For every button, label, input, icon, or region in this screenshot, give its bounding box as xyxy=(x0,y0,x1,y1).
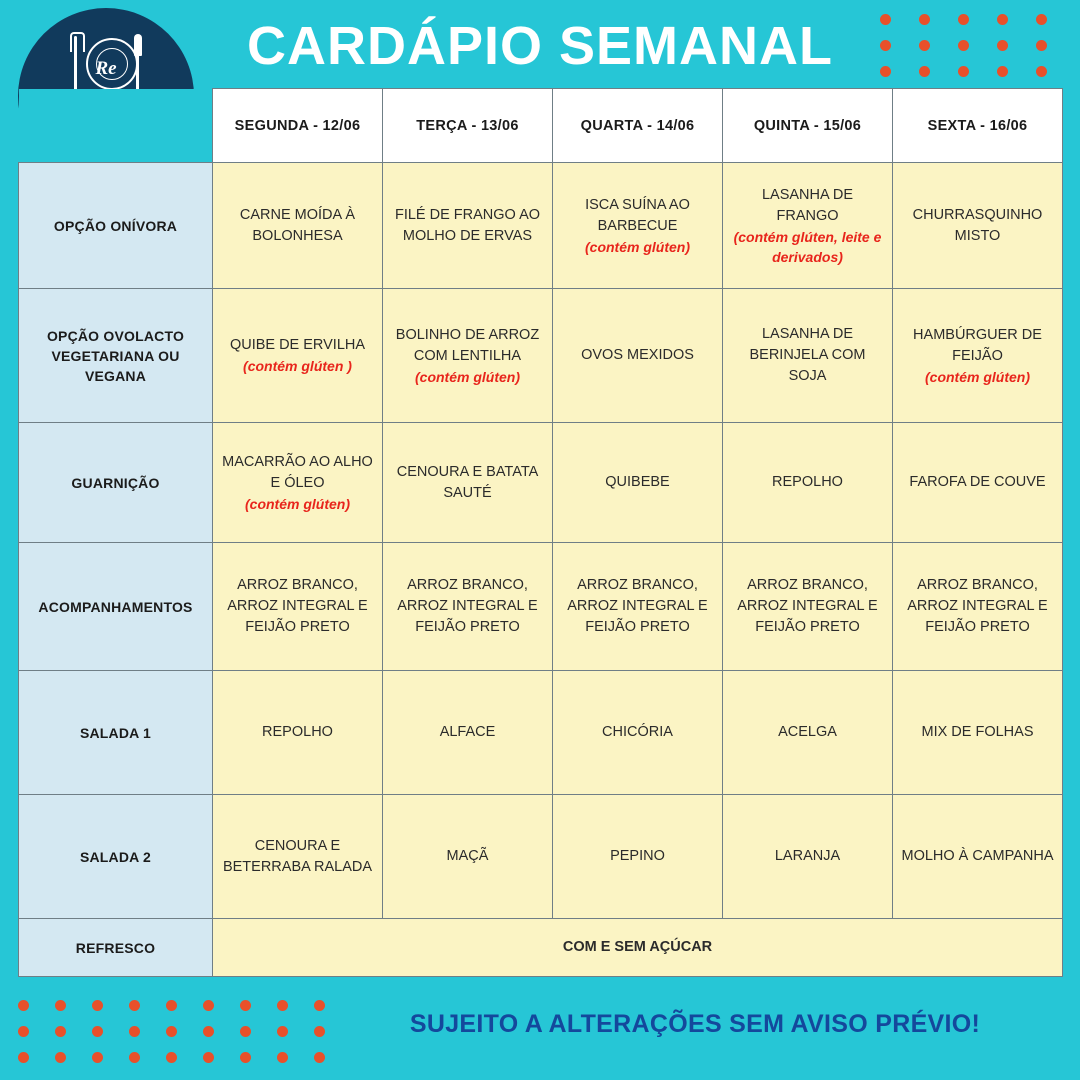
decorative-dot xyxy=(919,40,930,51)
decorative-dot xyxy=(958,66,969,77)
decorative-dots-bottom-left xyxy=(18,1000,348,1062)
decorative-dot xyxy=(129,1026,140,1037)
table-row xyxy=(19,423,1063,543)
row-label-vegetariana: OPÇÃO OVOLACTO VEGETARIANA OU VEGANA xyxy=(19,289,213,423)
cell-text: REPOLHO xyxy=(772,474,843,490)
decorative-dot xyxy=(1036,40,1047,51)
cell-text: MIX DE FOLHAS xyxy=(921,724,1034,740)
cell-warning: (contém glúten) xyxy=(925,368,1030,385)
decorative-dot xyxy=(166,1052,177,1063)
row-label-guarnicao: GUARNIÇÃO xyxy=(19,423,213,543)
decorative-dot xyxy=(129,1052,140,1063)
cell-vegetariana-segunda xyxy=(213,289,383,423)
cell-onivora-segunda xyxy=(213,163,383,289)
decorative-dot xyxy=(919,66,930,77)
cell-text: LASANHA DE BERINJELA COM SOJA xyxy=(749,326,866,384)
cell-warning: (contém glúten) xyxy=(245,495,350,512)
decorative-dot xyxy=(55,1026,66,1037)
decorative-dot xyxy=(958,14,969,25)
cell-text: REPOLHO xyxy=(262,724,333,740)
row-label-refresco: REFRESCO xyxy=(19,919,213,977)
cell-text: ACELGA xyxy=(778,724,837,740)
decorative-dot xyxy=(129,1000,140,1011)
menu-table-wrapper xyxy=(18,88,1062,977)
decorative-dot xyxy=(203,1052,214,1063)
decorative-dot xyxy=(55,1000,66,1011)
row-label-onivora: OPÇÃO ONÍVORA xyxy=(19,163,213,289)
cell-text: ARROZ BRANCO, ARROZ INTEGRAL E FEIJÃO PRETO xyxy=(227,577,368,635)
cell-warning: (contém glúten) xyxy=(585,238,690,255)
cell-onivora-quinta xyxy=(723,163,893,289)
cell-warning: (contém glúten ) xyxy=(243,358,352,374)
decorative-dot xyxy=(166,1000,177,1011)
decorative-dot xyxy=(240,1052,251,1063)
decorative-dot xyxy=(314,1026,325,1037)
cell-text: QUIBE DE ERVILHA xyxy=(229,337,366,353)
table-row xyxy=(19,543,1063,671)
table-row xyxy=(19,671,1063,795)
cell-vegetariana-terca xyxy=(383,289,553,423)
decorative-dot xyxy=(314,1052,325,1063)
cell-text: ARROZ BRANCO, ARROZ INTEGRAL E FEIJÃO PRETO xyxy=(397,577,538,635)
cell-text: MOLHO À CAMPANHA xyxy=(901,848,1054,864)
decorative-dot xyxy=(240,1026,251,1037)
cell-acompanhamentos-quinta xyxy=(723,543,893,671)
decorative-dot xyxy=(240,1000,251,1011)
decorative-dot xyxy=(919,14,930,25)
decorative-dot xyxy=(880,40,891,51)
menu-table xyxy=(18,88,1063,977)
cell-onivora-quarta xyxy=(553,163,723,289)
cell-warning: (contém glúten) xyxy=(415,368,520,385)
cell-text: ARROZ BRANCO, ARROZ INTEGRAL E FEIJÃO PRETO xyxy=(907,577,1048,635)
cell-vegetariana-quinta xyxy=(723,289,893,423)
column-header-quarta: QUARTA - 14/06 xyxy=(553,89,723,163)
decorative-dot xyxy=(166,1026,177,1037)
cell-text: PEPINO xyxy=(610,848,665,864)
row-label-salada-1: SALADA 1 xyxy=(19,671,213,795)
cell-text: CENOURA E BATATA SAUTÉ xyxy=(396,463,539,501)
decorative-dot xyxy=(55,1052,66,1063)
cell-warning: (contém glúten, leite e derivados) xyxy=(733,228,882,265)
decorative-dot xyxy=(92,1052,103,1063)
cell-text: QUIBEBE xyxy=(605,474,670,490)
cell-text: ISCA SUÍNA AO BARBECUE xyxy=(585,196,690,234)
cell-text: CARNE MOÍDA À BOLONHESA xyxy=(239,206,356,244)
cell-acompanhamentos-quarta xyxy=(553,543,723,671)
table-corner-cell xyxy=(19,89,213,163)
row-label-salada-2: SALADA 2 xyxy=(19,795,213,919)
cell-salada2-terca xyxy=(383,795,553,919)
cell-onivora-terca xyxy=(383,163,553,289)
table-row xyxy=(19,289,1063,423)
cell-text: ARROZ BRANCO, ARROZ INTEGRAL E FEIJÃO PRETO xyxy=(737,577,878,635)
column-header-segunda: SEGUNDA - 12/06 xyxy=(213,89,383,163)
decorative-dot xyxy=(997,66,1008,77)
cell-text: LARANJA xyxy=(774,848,841,864)
decorative-dot xyxy=(277,1052,288,1063)
decorative-dots-top-right xyxy=(880,14,1060,76)
cell-text: CHURRASQUINHO MISTO xyxy=(912,206,1043,244)
decorative-dot xyxy=(92,1000,103,1011)
cell-guarnicao-sexta xyxy=(893,423,1063,543)
cell-acompanhamentos-segunda xyxy=(213,543,383,671)
decorative-dot xyxy=(997,40,1008,51)
cell-guarnicao-terca xyxy=(383,423,553,543)
cell-text: MACARRÃO AO ALHO E ÓLEO xyxy=(222,453,373,491)
decorative-dot xyxy=(18,1026,29,1037)
cell-guarnicao-segunda xyxy=(213,423,383,543)
table-row xyxy=(19,163,1063,289)
decorative-dot xyxy=(203,1026,214,1037)
table-row xyxy=(19,795,1063,919)
footer-note: SUJEITO A ALTERAÇÕES SEM AVISO PRÉVIO! xyxy=(409,1010,981,1038)
cell-text: HAMBÚRGUER DE FEIJÃO xyxy=(913,326,1042,364)
cell-vegetariana-sexta xyxy=(893,289,1063,423)
cell-salada2-sexta xyxy=(893,795,1063,919)
decorative-dot xyxy=(277,1000,288,1011)
decorative-dot xyxy=(1036,66,1047,77)
cell-text: FILÉ DE FRANGO AO MOLHO DE ERVAS xyxy=(394,206,541,244)
decorative-dot xyxy=(314,1000,325,1011)
decorative-dot xyxy=(958,40,969,51)
cell-salada2-segunda xyxy=(213,795,383,919)
cell-text: ALFACE xyxy=(439,724,496,740)
decorative-dot xyxy=(880,66,891,77)
cell-text: ARROZ BRANCO, ARROZ INTEGRAL E FEIJÃO PRETO xyxy=(567,577,708,635)
decorative-dot xyxy=(203,1000,214,1011)
cell-refresco-value: COM E SEM AÇÚCAR xyxy=(213,919,1063,977)
cell-salada2-quinta xyxy=(723,795,893,919)
cell-salada1-quinta xyxy=(723,671,893,795)
column-header-sexta: SEXTA - 16/06 xyxy=(893,89,1063,163)
cell-salada1-terca xyxy=(383,671,553,795)
cell-text: LASANHA DE FRANGO xyxy=(761,186,854,224)
cell-salada1-segunda xyxy=(213,671,383,795)
cell-onivora-sexta xyxy=(893,163,1063,289)
cell-acompanhamentos-terca xyxy=(383,543,553,671)
row-label-acompanhamentos: ACOMPANHAMENTOS xyxy=(19,543,213,671)
table-row xyxy=(19,919,1063,977)
column-header-quinta: QUINTA - 15/06 xyxy=(723,89,893,163)
table-header-row xyxy=(19,89,1063,163)
cell-salada2-quarta xyxy=(553,795,723,919)
cell-text: OVOS MEXIDOS xyxy=(581,347,694,363)
decorative-dot xyxy=(1036,14,1047,25)
cell-text: BOLINHO DE ARROZ COM LENTILHA xyxy=(395,326,540,364)
cell-text: FAROFA DE COUVE xyxy=(909,474,1046,490)
logo-monogram: Re xyxy=(95,58,117,79)
decorative-dot xyxy=(18,1052,29,1063)
cell-acompanhamentos-sexta xyxy=(893,543,1063,671)
cell-salada1-sexta xyxy=(893,671,1063,795)
decorative-dot xyxy=(277,1026,288,1037)
cell-salada1-quarta xyxy=(553,671,723,795)
cell-text: CENOURA E BETERRABA RALADA xyxy=(222,837,373,875)
column-header-terca: TERÇA - 13/06 xyxy=(383,89,553,163)
page-title: CARDÁPIO SEMANAL xyxy=(246,16,833,76)
cell-text: CHICÓRIA xyxy=(602,724,673,740)
cell-guarnicao-quinta xyxy=(723,423,893,543)
cell-text: MAÇÃ xyxy=(446,848,489,864)
cell-guarnicao-quarta xyxy=(553,423,723,543)
decorative-dot xyxy=(92,1026,103,1037)
decorative-dot xyxy=(997,14,1008,25)
decorative-dot xyxy=(880,14,891,25)
decorative-dot xyxy=(18,1000,29,1011)
cell-vegetariana-quarta xyxy=(553,289,723,423)
